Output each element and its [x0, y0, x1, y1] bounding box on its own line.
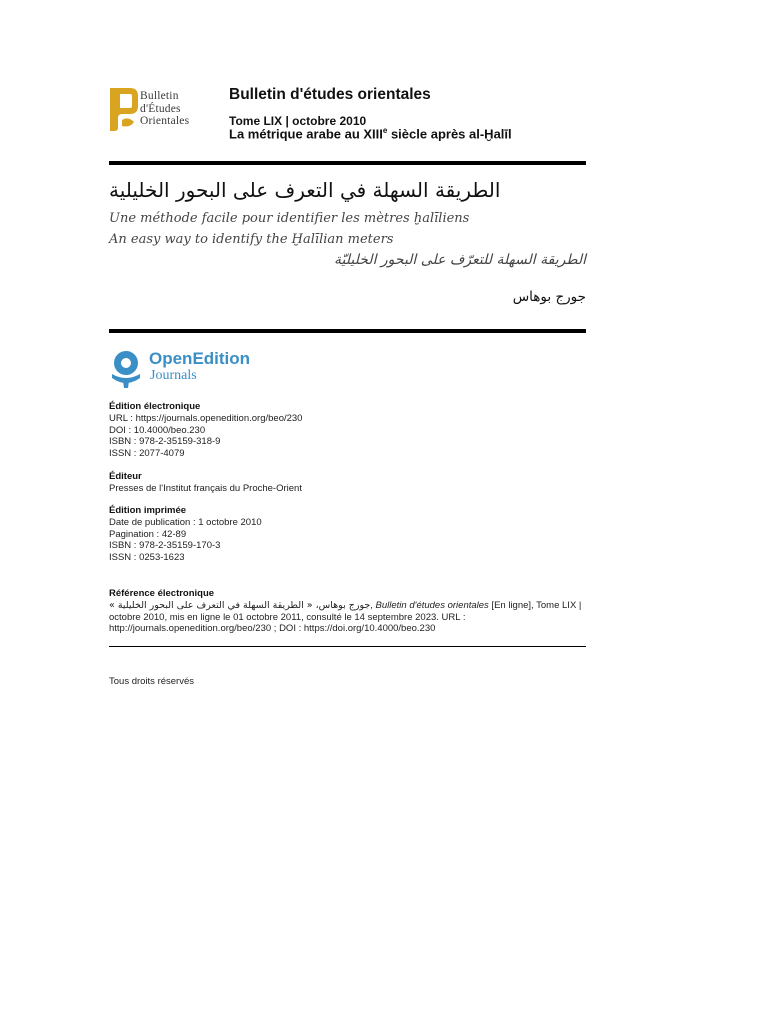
rights-notice: Tous droits réservés	[109, 676, 195, 687]
reference-text: جورج بوهاس، « الطريقة السهلة في التعرف على البحور الخليلية », Bulletin d'études orientales [En ligne], Tome LIX | octobre 2010, mis en ligne le 01 octobre 2011, consulté le 14 septembre 2023. URL : http://journals.openedition.org/beo/230 ; DOI : https://doi.org/10.4000/beo.230	[109, 599, 582, 635]
section-heading: Édition imprimée	[109, 505, 187, 516]
reference-arabic: جورج بوهاس، « الطريقة السهلة في التعرف على البحور الخليلية »	[109, 599, 371, 611]
openedition-logo-icon	[109, 350, 145, 388]
issue-subtitle-main: La métrique arabe au XIII	[229, 126, 383, 142]
title-rule	[109, 329, 586, 333]
article-title-french: Une méthode facile pour identifier les mètres ḫalīliens	[109, 211, 470, 226]
publisher-name: Presses de l'Institut français du Proche-Orient	[109, 482, 302, 494]
footer-rule	[109, 646, 586, 647]
issue-subtitle-sup: e	[382, 126, 388, 135]
article-author: جورج بوهاس	[512, 289, 586, 305]
issn-line: ISSN : 0253-1623	[109, 552, 185, 564]
journal-logo-text	[140, 90, 189, 128]
article-title-english: An easy way to identify the Ḫalīlian meters	[109, 232, 394, 247]
reference-section	[109, 588, 586, 635]
url-line[interactable]: URL : https://journals.openedition.org/beo/230	[109, 412, 303, 424]
section-heading: Édition électronique	[109, 401, 201, 412]
reference-rest[interactable]: [En ligne], Tome LIX | octobre 2010, mis en ligne le 01 octobre 2011, consulté le 14 septembre 2023. URL : http://journals.openedition.org/beo/230 ; DOI : https://doi.org/10.4000/beo.230	[109, 599, 582, 635]
openedition-name: OpenEdition	[149, 349, 251, 368]
logo-line: d'Études	[140, 102, 181, 115]
article-title-arabic: الطريقة السهلة في التعرف على البحور الخليلية	[109, 178, 501, 202]
doi-line[interactable]: DOI : 10.4000/beo.230	[109, 424, 206, 436]
edition-imprimee-section	[109, 505, 262, 564]
issue-subtitle-end: siècle après al-Ḫalīl	[387, 126, 512, 142]
logo-line: Orientales	[140, 115, 190, 127]
publication-date: Date de publication : 1 octobre 2010	[109, 516, 262, 528]
header-rule	[109, 161, 586, 165]
issue-subtitle	[229, 126, 512, 141]
issn-line: ISSN : 2077-4079	[109, 448, 185, 460]
section-heading: Référence électronique	[109, 588, 215, 599]
pagination: Pagination : 42-89	[109, 528, 187, 540]
isbn-line: ISBN : 978-2-35159-170-3	[109, 540, 221, 552]
issue-line: Tome LIX | octobre 2010	[229, 114, 367, 128]
section-heading: Éditeur	[109, 471, 142, 482]
openedition-journals: Journals	[150, 368, 197, 383]
article-title-arabic-alt: الطريقة السهلة للتعرّف على البحور الخليليّة	[334, 252, 586, 268]
logo-line: Bulletin	[140, 90, 179, 102]
journal-title: Bulletin d'études orientales	[229, 86, 431, 103]
reference-journal: Bulletin d'études orientales	[375, 599, 489, 611]
isbn-line: ISBN : 978-2-35159-318-9	[109, 436, 221, 448]
edition-electronique-section	[109, 401, 302, 460]
editeur-section	[109, 471, 302, 495]
